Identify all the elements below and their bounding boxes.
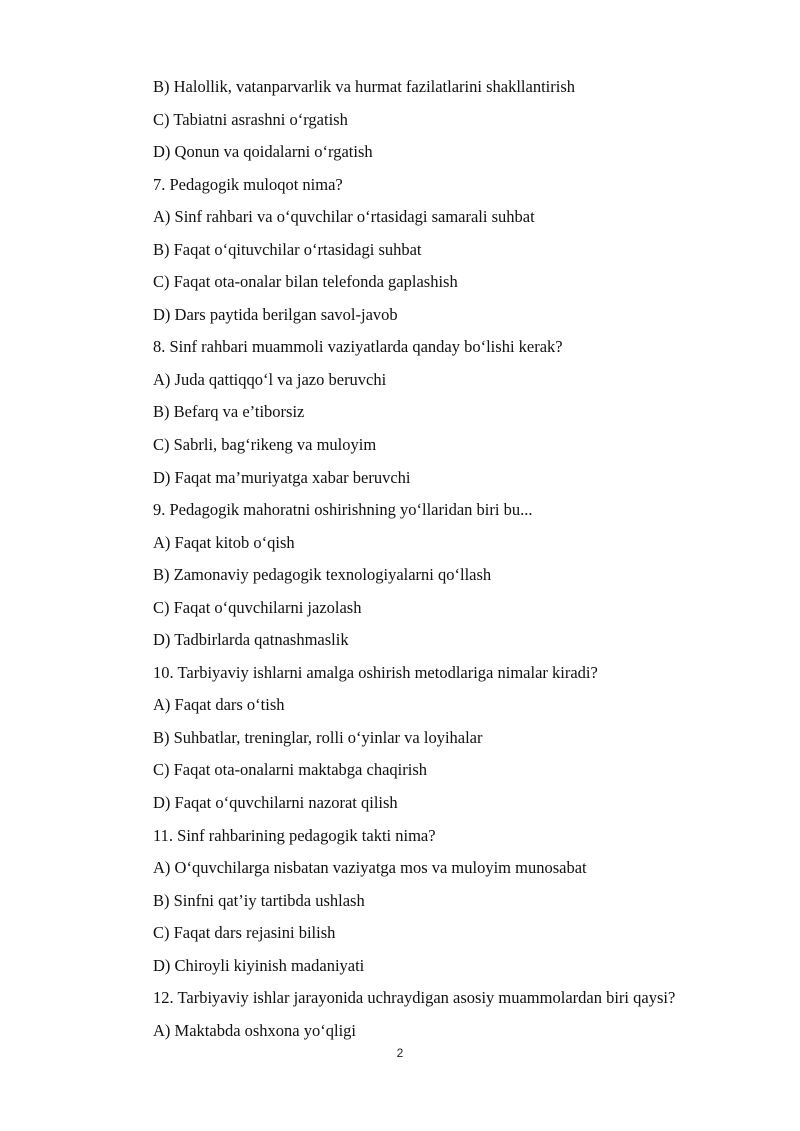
text-line: C) Sabrli, bag‘rikeng va muloyim — [153, 435, 377, 455]
text-line: B) Suhbatlar, treninglar, rolli o‘yinlar va loyihalar — [153, 727, 483, 747]
question-list — [153, 74, 773, 1050]
text-line: A) O‘quvchilarga nisbatan vaziyatga mos va muloyim munosabat — [153, 858, 587, 878]
text-line: D) Tadbirlarda qatnashmaslik — [153, 630, 349, 650]
text-line: D) Qonun va qoidalarni o‘rgatish — [153, 142, 373, 162]
text-line: D) Faqat o‘quvchilarni nazorat qilish — [153, 793, 398, 813]
question-heading: 12. Tarbiyaviy ishlar jarayonida uchraydigan asosiy muammolardan biri qaysi? — [153, 988, 676, 1008]
text-line: B) Zamonaviy pedagogik texnologiyalarni qo‘llash — [153, 565, 492, 585]
question-heading: 9. Pedagogik mahoratni oshirishning yo‘llaridan biri bu... — [153, 500, 533, 520]
text-line: B) Befarq va e’tiborsiz — [153, 402, 305, 422]
text-line: C) Faqat ota-onalar bilan telefonda gaplashish — [153, 272, 458, 292]
text-line: D) Faqat ma’muriyatga xabar beruvchi — [153, 467, 411, 487]
text-line: A) Faqat dars o‘tish — [153, 695, 285, 715]
text-line: B) Sinfni qat’iy tartibda ushlash — [153, 890, 365, 910]
text-line: D) Chiroyli kiyinish madaniyati — [153, 955, 365, 975]
text-line: A) Sinf rahbari va o‘quvchilar o‘rtasidagi samarali suhbat — [153, 207, 535, 227]
question-heading: 7. Pedagogik muloqot nima? — [153, 174, 343, 194]
text-line: A) Faqat kitob o‘qish — [153, 532, 295, 552]
text-line: A) Juda qattiqqo‘l va jazo beruvchi — [153, 369, 387, 389]
text-line: D) Dars paytida berilgan savol-javob — [153, 304, 398, 324]
text-line: C) Faqat dars rejasini bilish — [153, 923, 336, 943]
text-line: B) Faqat o‘qituvchilar o‘rtasidagi suhbat — [153, 239, 422, 259]
question-heading: 11. Sinf rahbarining pedagogik takti nima? — [153, 825, 436, 845]
text-line: A) Maktabda oshxona yo‘qligi — [153, 1020, 357, 1040]
question-heading: 8. Sinf rahbari muammoli vaziyatlarda qanday bo‘lishi kerak? — [153, 337, 563, 357]
question-heading: 10. Tarbiyaviy ishlarni amalga oshirish metodlariga nimalar kiradi? — [153, 662, 598, 682]
page-number: 2 — [396, 1046, 404, 1060]
text-line: B) Halollik, vatanparvarlik va hurmat fazilatlarini shakllantirish — [153, 77, 575, 96]
text-line: C) Faqat ota-onalarni maktabga chaqirish — [153, 760, 427, 780]
text-line: C) Faqat o‘quvchilarni jazolash — [153, 597, 362, 617]
text-line: C) Tabiatni asrashni o‘rgatish — [153, 109, 348, 129]
